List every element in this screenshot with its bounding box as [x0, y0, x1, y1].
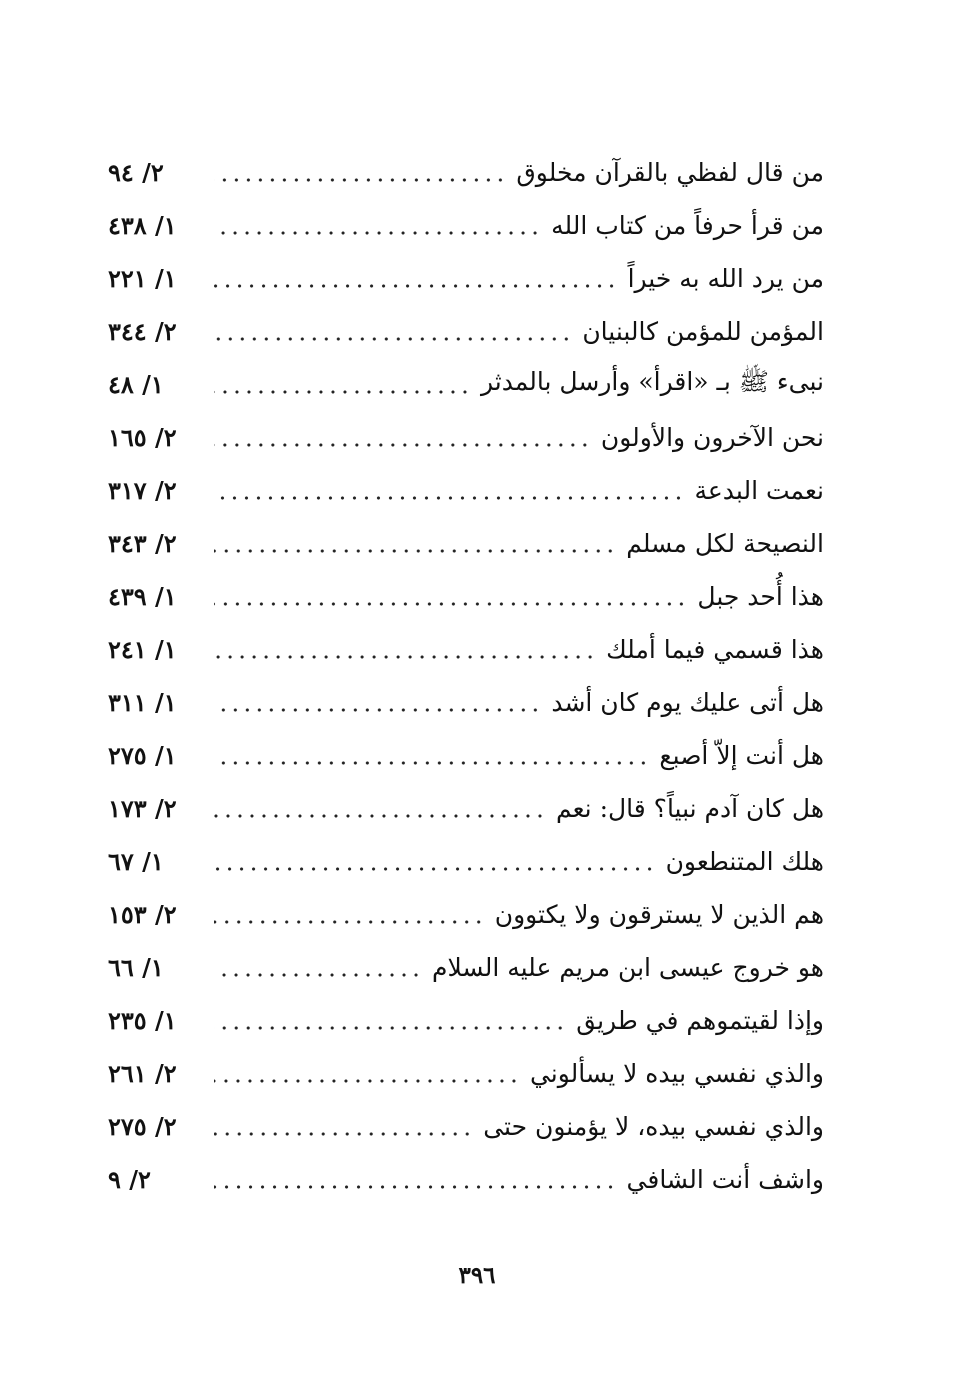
dot-leader — [214, 864, 656, 874]
dot-leader — [214, 387, 471, 397]
dot-leader — [214, 705, 541, 715]
dot-leader — [214, 599, 687, 609]
dot-leader — [214, 652, 596, 662]
dot-leader — [214, 440, 591, 450]
entry-title: من يرد الله به خيراً — [627, 264, 824, 293]
entry-reference: ١/ ٢٢١ — [108, 264, 177, 293]
entry-title: هذا قسمي فيما أملك — [606, 635, 824, 664]
entry-reference: ٢/ ٩ — [108, 1165, 151, 1194]
index-entry — [108, 252, 824, 305]
index-entry — [108, 305, 824, 358]
entry-reference: ٢/ ١٧٣ — [108, 794, 177, 823]
index-entry — [108, 888, 824, 941]
dot-leader — [214, 334, 572, 344]
entry-title: هم الذين لا يسترقون ولا يكتوون — [494, 900, 824, 929]
entry-title: هلك المتنطعون — [665, 847, 824, 876]
entry-title: نبىء ﷺ بـ «اقرأ» وأرسل بالمدثر — [480, 367, 824, 396]
dot-leader — [214, 175, 506, 185]
entry-reference: ٢/ ١٦٥ — [108, 423, 177, 452]
entry-title: هذا أُحد جبل — [697, 582, 824, 611]
entry-title: والذي نفسي بيده، لا يؤمنون حتى — [483, 1112, 824, 1141]
entry-title: النصيحة لكل مسلم — [626, 529, 824, 558]
entry-reference: ١/ ٦٦ — [108, 953, 164, 982]
entry-reference: ٢/ ٣٤٣ — [108, 529, 177, 558]
dot-leader — [214, 917, 485, 927]
entry-reference: ٢/ ٩٤ — [108, 158, 164, 187]
dot-leader — [214, 281, 618, 291]
entry-reference: ١/ ٢٧٥ — [108, 741, 177, 770]
entry-title: المؤمن للمؤمن كالبنيان — [582, 317, 824, 346]
index-entry — [108, 411, 824, 464]
index-entry — [108, 941, 824, 994]
dot-leader — [214, 228, 541, 238]
dot-leader — [214, 493, 684, 503]
index-entry — [108, 994, 824, 1047]
entry-reference: ١/ ٤٣٨ — [108, 211, 177, 240]
entry-title: نعمت البدعة — [694, 476, 824, 505]
entry-reference: ١/ ٢٤١ — [108, 635, 177, 664]
entry-title: هو خروج عيسى ابن مريم عليه السلام — [432, 953, 824, 982]
index-entry — [108, 199, 824, 252]
dot-leader — [214, 1129, 473, 1139]
index-entry — [108, 570, 824, 623]
entry-reference: ٢/ ٢٦١ — [108, 1059, 177, 1088]
index-entry — [108, 464, 824, 517]
entry-title: وإذا لقيتموهم في طريق — [576, 1006, 824, 1035]
index-entry — [108, 146, 824, 199]
index-entry — [108, 358, 824, 411]
entry-reference: ٢/ ٣١٧ — [108, 476, 177, 505]
entry-reference: ٢/ ١٥٣ — [108, 900, 177, 929]
index-entry — [108, 1100, 824, 1153]
entry-title: من قال لفظي بالقرآن مخلوق — [516, 158, 824, 187]
entry-title: هل كان آدم نبياً؟ قال: نعم — [555, 794, 824, 823]
entry-title: والذي نفسي بيده لا يسألوني — [529, 1059, 824, 1088]
index-entry — [108, 1153, 824, 1206]
index-entry — [108, 623, 824, 676]
entry-reference: ١/ ٣١١ — [108, 688, 177, 717]
entry-title: من قرأ حرفاً من كتاب الله — [551, 211, 824, 240]
index-entry — [108, 676, 824, 729]
entry-reference: ١/ ٦٧ — [108, 847, 164, 876]
dot-leader — [214, 1182, 617, 1192]
index-entry — [108, 835, 824, 888]
entry-title: واشف أنت الشافي — [626, 1165, 824, 1194]
index-entry — [108, 517, 824, 570]
entry-title: نحن الآخرون والأولون — [600, 423, 824, 452]
entry-title: هل أتى عليك يوم كان أشد — [551, 688, 824, 717]
hadith-index-list — [108, 146, 824, 1206]
dot-leader — [214, 811, 546, 821]
dot-leader — [214, 970, 422, 980]
index-entry — [108, 729, 824, 782]
entry-reference: ٢/ ٢٧٥ — [108, 1112, 177, 1141]
index-entry — [108, 782, 824, 835]
page-number: ٣٩٦ — [458, 1262, 496, 1289]
entry-reference: ١/ ٤٨ — [108, 370, 164, 399]
dot-leader — [214, 758, 649, 768]
entry-reference: ١/ ٢٣٥ — [108, 1006, 177, 1035]
entry-reference: ٢/ ٣٤٤ — [108, 317, 177, 346]
entry-title: هل أنت إلاّ أصبع — [659, 741, 824, 770]
dot-leader — [214, 546, 616, 556]
entry-reference: ١/ ٤٣٩ — [108, 582, 177, 611]
dot-leader — [214, 1076, 520, 1086]
dot-leader — [214, 1023, 566, 1033]
index-entry — [108, 1047, 824, 1100]
